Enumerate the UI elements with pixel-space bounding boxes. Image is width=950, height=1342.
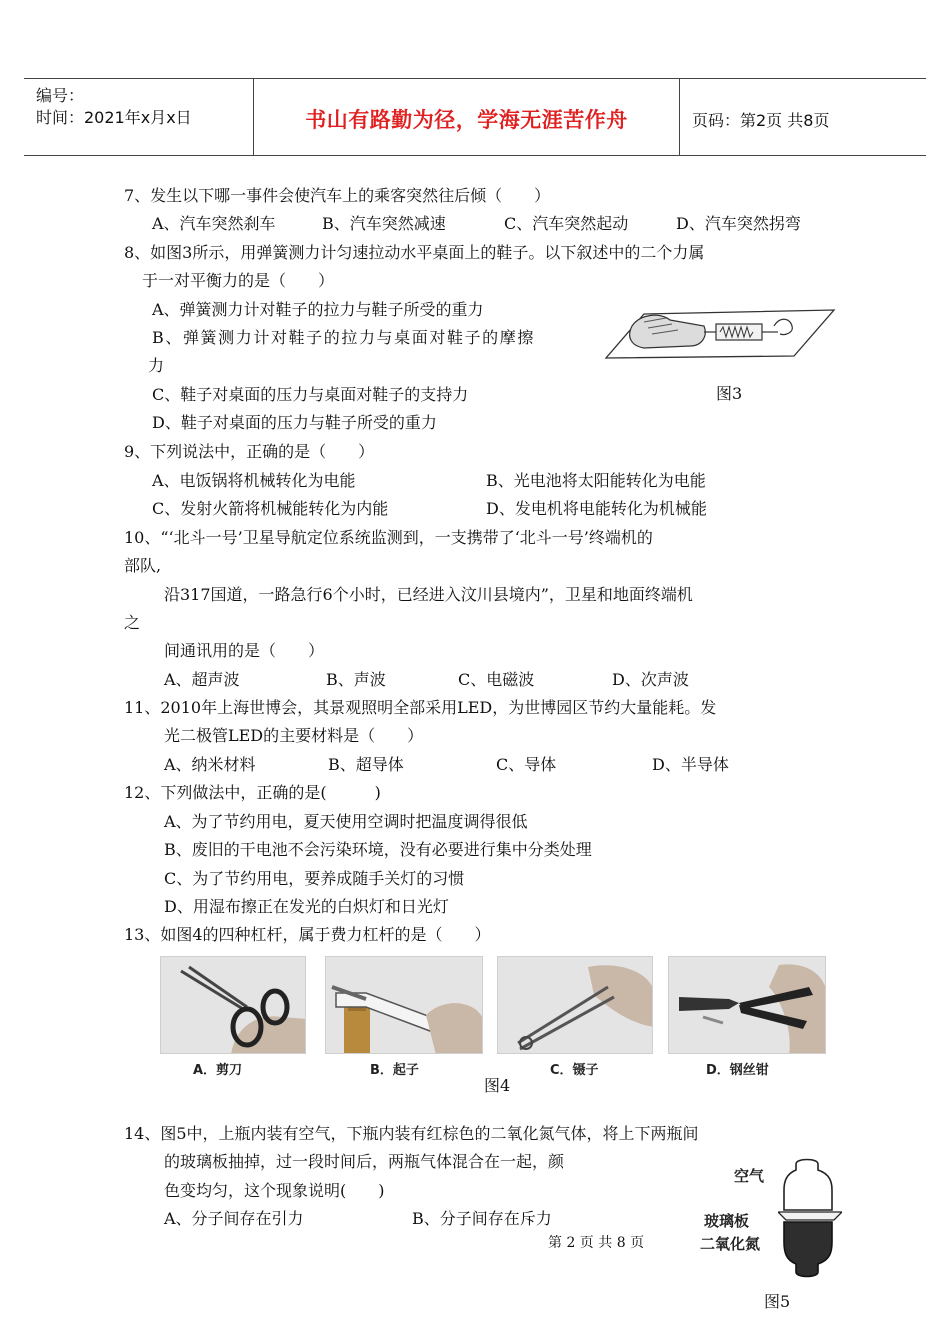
q10-option-b: B、声波 (326, 670, 386, 689)
caption-bottle-opener: B．起子 (370, 1063, 419, 1078)
q7-option-a: A、汽车突然刹车 (152, 214, 276, 233)
q8-option-b-line1: B、弹簧测力计对鞋子的拉力与桌面对鞋子的摩擦 (152, 328, 535, 347)
q14-stem-line2: 的玻璃板抽掉，过一段时间后，两瓶气体混合在一起，颜 (164, 1152, 565, 1171)
q11-option-c: C、导体 (496, 755, 557, 774)
q8-option-c: C、鞋子对桌面的压力与桌面对鞋子的支持力 (152, 385, 469, 404)
page-footer: 第 2 页 共 8 页 (548, 1235, 645, 1251)
q11-stem-line1: 11、2010年上海世博会，其景观照明全部采用LED，为世博园区节约大量能耗。发 (124, 698, 717, 717)
motto: 书山有路勤为径，学海无涯苦作舟 (305, 108, 628, 132)
q12-option-b: B、废旧的干电池不会污染环境，没有必要进行集中分类处理 (164, 840, 592, 859)
figure3-shoe-on-table (604, 296, 838, 370)
q8-stem-line2: 于一对平衡力的是（ ） (142, 271, 335, 290)
q7-stem: 7、发生以下哪一事件会使汽车上的乘客突然往后倾（ ） (124, 186, 551, 205)
q7-option-c: C、汽车突然起动 (504, 214, 629, 233)
label-nitrogen-dioxide: 二氧化氮 (700, 1235, 761, 1253)
figure4-caption: 图4 (484, 1076, 511, 1095)
q14-stem-line1: 14、图5中，上瓶内装有空气，下瓶内装有红棕色的二氧化氮气体，将上下两瓶间 (124, 1124, 699, 1143)
figure5-caption: 图5 (764, 1292, 791, 1311)
header-motto-cell (254, 79, 680, 155)
photo-tweezers (497, 956, 653, 1054)
q8-stem-line1: 8、如图3所示，用弹簧测力计匀速拉动水平桌面上的鞋子。以下叙述中的二个力属 (124, 243, 705, 262)
q10-stem-line1: 10、“‘北斗一号’卫星导航定位系统监测到，一支携带了‘北斗一号’终端机的 (124, 528, 653, 547)
figure5-two-bottles (778, 1156, 842, 1280)
q11-stem-line2: 光二极管LED的主要材料是（ ） (164, 726, 424, 745)
q12-stem: 12、下列做法中，正确的是( ) (124, 783, 381, 802)
q7-option-d: D、汽车突然拐弯 (676, 214, 801, 233)
page-code: 页码：第2页 共8页 (692, 111, 830, 130)
q8-option-d: D、鞋子对桌面的压力与鞋子所受的重力 (152, 413, 437, 432)
caption-pliers: D．钢丝钳 (706, 1063, 769, 1078)
q9-option-b: B、光电池将太阳能转化为电能 (486, 471, 706, 490)
q14-option-b: B、分子间存在斥力 (412, 1209, 552, 1228)
caption-tweezers: C．镊子 (550, 1063, 599, 1078)
q12-option-d: D、用湿布擦正在发光的白炽灯和日光灯 (164, 897, 449, 916)
q13-stem: 13、如图4的四种杠杆，属于费力杠杆的是（ ） (124, 925, 491, 944)
photo-bottle-opener (325, 956, 483, 1054)
q10-stem-line3: 沿317国道，一路急行6个小时，已经进入汶川县境内”，卫星和地面终端机 (164, 585, 693, 604)
q8-option-a: A、弹簧测力计对鞋子的拉力与鞋子所受的重力 (152, 300, 484, 319)
time-label: 时间：2021年x月x日 (36, 108, 192, 127)
caption-scissors: A．剪刀 (193, 1063, 243, 1078)
photo-pliers (668, 956, 826, 1054)
q10-option-c: C、电磁波 (458, 670, 535, 689)
page-header (24, 78, 926, 156)
q10-stem-line4: 之 (124, 613, 141, 632)
q11-option-b: B、超导体 (328, 755, 404, 774)
q11-option-d: D、半导体 (652, 755, 729, 774)
figure3-caption: 图3 (716, 384, 743, 403)
q10-option-a: A、超声波 (164, 670, 240, 689)
q8-option-b-line2: 力 (148, 356, 165, 375)
q7-option-b: B、汽车突然减速 (322, 214, 446, 233)
q14-stem-line3: 色变均匀，这个现象说明( ) (164, 1181, 385, 1200)
number-label: 编号： (36, 86, 85, 105)
label-glass-plate: 玻璃板 (704, 1212, 750, 1230)
photo-scissors (160, 956, 306, 1054)
q12-option-c: C、为了节约用电，要养成随手关灯的习惯 (164, 869, 465, 888)
q9-option-c: C、发射火箭将机械能转化为内能 (152, 499, 389, 518)
q9-stem: 9、下列说法中，正确的是（ ） (124, 442, 375, 461)
q14-option-a: A、分子间存在引力 (164, 1209, 304, 1228)
q9-option-d: D、发电机将电能转化为机械能 (486, 499, 707, 518)
q10-option-d: D、次声波 (612, 670, 689, 689)
header-page-cell (680, 79, 926, 155)
q10-stem-line2: 部队, (124, 556, 162, 575)
label-air: 空气 (734, 1167, 765, 1185)
q12-option-a: A、为了节约用电，夏天使用空调时把温度调得很低 (164, 812, 528, 831)
header-info-cell (24, 79, 254, 155)
q9-option-a: A、电饭锅将机械转化为电能 (152, 471, 356, 490)
q10-stem-line5: 间通讯用的是（ ） (164, 641, 325, 660)
q11-option-a: A、纳米材料 (164, 755, 256, 774)
